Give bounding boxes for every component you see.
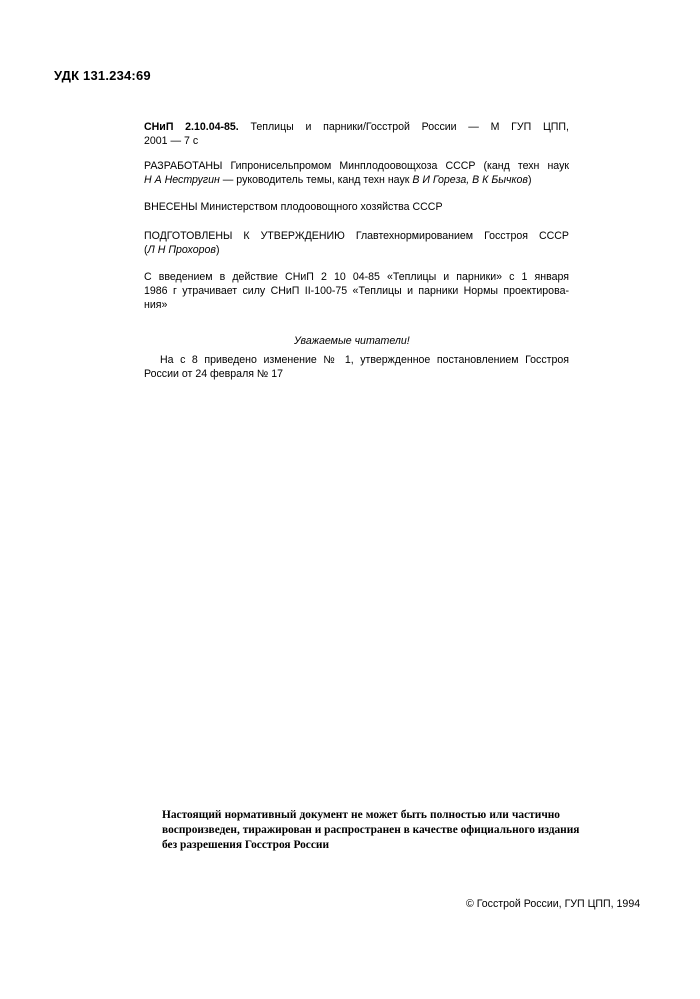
copyright-line: © Госстрой России, ГУП ЦПП, 1994 [466,898,641,910]
readers-line2: России от 24 февраля № 17 [144,368,284,380]
udk-code: УДК 131.234:69 [54,68,151,83]
developed-close: ) [527,174,532,186]
notice-line1: Настоящий нормативный документ не может быть полностью или частично [162,809,560,821]
prepared-line1: ПОДГОТОВЛЕНЫ К УТВЕРЖДЕНИЮ Главтехнормированием Госстроя СССР [144,230,569,242]
prepared-line2 [144,243,569,257]
title-line2: 2001 — 7 с [144,135,199,147]
paren-open: ( [144,244,148,256]
title-line1: Теплицы и парники/Госстрой России — М ГУП ЦПП, [250,121,569,133]
notice-line2: воспроизведен, тиражирован и распространен в качестве официального издания [162,824,580,836]
supersedes-note [144,270,569,312]
prepared-by [144,229,569,257]
prepared-person: Л Н Прохоров [147,244,216,256]
lead-author: Н А Нестругин [144,174,220,186]
developed-line2 [144,173,569,187]
developed-by [144,159,569,187]
paren-close: ) [215,244,220,256]
readers-heading: Уважаемые читатели! [294,335,410,347]
copyright-notice [162,808,580,853]
supersedes-line3: ния» [144,299,168,311]
supersedes-line2: 1986 г утрачивает силу СНиП II-100-75 «Теплицы и парники Нормы проектирова- [144,285,569,297]
introduced-by [144,200,569,214]
supersedes-line1: С введением в действие СНиП 2 10 04-85 «Теплицы и парники» с 1 января [144,271,569,283]
readers-line1: На с 8 приведено изменение № 1, утвержденное постановлением Госстроя [160,354,569,366]
document-code: СНиП 2.10.04-85. [144,121,239,133]
co-authors: В И Гореза, В К Бычков [412,174,528,186]
readers-note [144,353,569,381]
developed-line1: РАЗРАБОТАНЫ Гипронисельпромом Минплодоовощхоза СССР (канд техн наук [144,160,569,172]
introduced-line: ВНЕСЕНЫ Министерством плодоовощного хозяйства СССР [144,201,443,213]
bibliographic-entry [144,120,569,148]
notice-line3: без разрешения Госстроя России [162,839,330,851]
developed-role: — руководитель темы, канд техн наук [219,174,413,186]
